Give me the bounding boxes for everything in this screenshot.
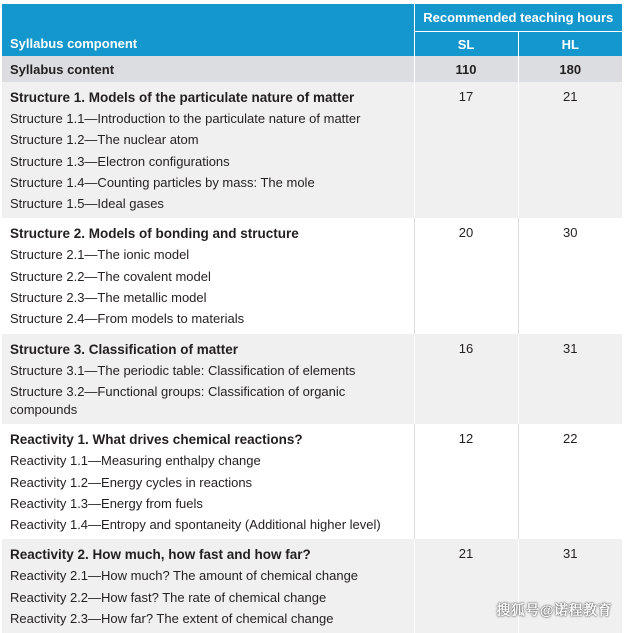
section-sl-hours: 17 — [414, 82, 518, 218]
topic-item: Reactivity 1.3—Energy from fuels — [10, 495, 203, 511]
header-sl: SL — [414, 32, 518, 57]
topic-item: Structure 2.3—The metallic model — [10, 290, 207, 306]
watermark-text: 搜狐号@诺程教育 — [496, 602, 612, 618]
section-cell — [2, 334, 414, 425]
section-cell — [2, 539, 414, 633]
section-row-structure-3 — [2, 334, 622, 425]
topic-item: Structure 1.1—Introduction to the particulate nature of matter — [10, 111, 361, 126]
header-syllabus-component: Syllabus component — [2, 4, 414, 56]
syllabus-content-row — [2, 56, 622, 82]
topic-item: Structure 1.4—Counting particles by mass: The mole — [10, 174, 315, 190]
topic-item: Reactivity 2.3—How far? The extent of chemical change — [10, 611, 334, 627]
topic-item: Structure 2.2—The covalent model — [10, 268, 211, 284]
topic-item: Structure 1.5—Ideal gases — [10, 196, 164, 212]
section-cell — [2, 218, 414, 333]
topic-item: Structure 1.3—Electron configurations — [10, 153, 230, 169]
section-title: Structure 1. Models of the particulate nature of matter — [10, 90, 355, 105]
section-hl-hours: 31 — [518, 334, 622, 425]
section-title: Structure 2. Models of bonding and structure — [10, 226, 299, 242]
section-hl-hours: 31 — [518, 539, 622, 633]
section-title: Reactivity 2. How much, how fast and how far? — [10, 547, 311, 563]
syllabus-table — [2, 4, 622, 633]
section-sl-hours: 21 — [414, 539, 518, 633]
section-cell — [2, 424, 414, 539]
section-sl-hours: 12 — [414, 424, 518, 539]
syllabus-content-hl: 180 — [518, 56, 622, 82]
section-hl-hours: 21 — [518, 82, 622, 218]
topic-item: Reactivity 2.1—How much? The amount of chemical change — [10, 568, 359, 584]
syllabus-content-label: Syllabus content — [2, 56, 414, 82]
section-row-reactivity-1 — [2, 424, 622, 539]
table-header — [2, 4, 622, 56]
topic-item: Reactivity 1.2—Energy cycles in reactions — [10, 474, 253, 490]
section-sl-hours: 20 — [414, 218, 518, 333]
section-cell — [2, 82, 414, 218]
header-hl: HL — [518, 32, 622, 57]
section-title: Structure 3. Classification of matter — [10, 341, 239, 357]
topic-item: Structure 1.2—The nuclear atom — [10, 132, 199, 148]
section-hl-hours: 30 — [518, 218, 622, 333]
section-title: Reactivity 1. What drives chemical reactions? — [10, 432, 303, 448]
topic-item: Structure 3.1—The periodic table: Classification of elements — [10, 362, 356, 378]
section-row-structure-1 — [2, 82, 622, 218]
topic-item: Reactivity 1.4—Entropy and spontaneity (Additional higher level) — [10, 517, 381, 533]
header-recommended-hours: Recommended teaching hours — [414, 4, 622, 32]
topic-item: Structure 3.2—Functional groups: Classification of organic compounds — [10, 383, 346, 417]
topic-item: Reactivity 2.2—How fast? The rate of chemical change — [10, 589, 327, 605]
section-hl-hours: 22 — [518, 424, 622, 539]
topic-item: Structure 2.1—The ionic model — [10, 247, 190, 263]
topic-item: Structure 2.4—From models to materials — [10, 311, 245, 327]
syllabus-content-sl: 110 — [414, 56, 518, 82]
section-sl-hours: 16 — [414, 334, 518, 425]
section-row-structure-2 — [2, 218, 622, 333]
topic-item: Reactivity 1.1—Measuring enthalpy change — [10, 453, 261, 469]
